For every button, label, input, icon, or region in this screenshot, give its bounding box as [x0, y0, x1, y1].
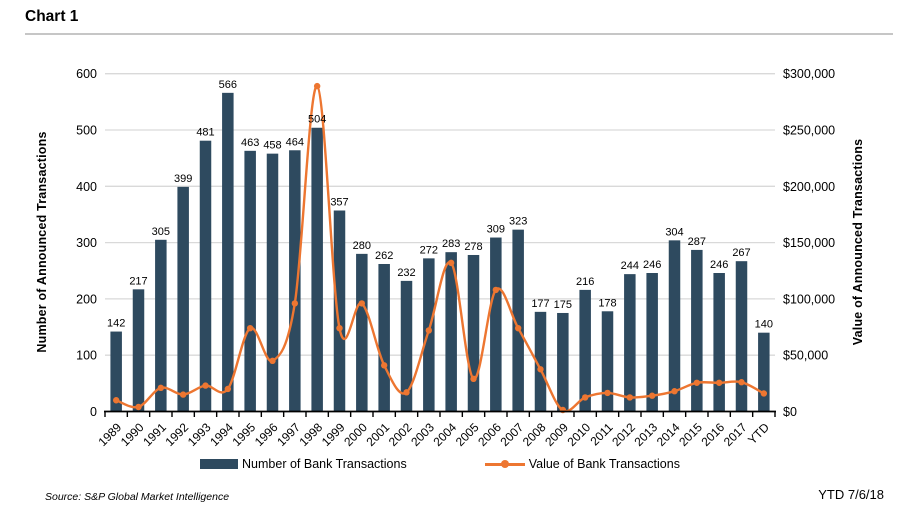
y-right-tick-label: $150,000 [783, 236, 836, 251]
value-marker-2013 [649, 393, 655, 399]
bar-label-2011: 178 [598, 297, 617, 310]
bar-1995 [244, 151, 256, 412]
value-marker-YTD [761, 390, 767, 396]
bar-1992 [177, 187, 189, 412]
left-axis-title: Number of Announced Transactions [35, 131, 49, 353]
legend-item-bars [200, 457, 407, 471]
bar-label-1992: 399 [173, 172, 193, 185]
x-label-2005: 2005 [452, 420, 482, 450]
value-marker-2002 [403, 389, 409, 395]
bar-label-2008: 177 [531, 297, 550, 310]
bar-label-1990: 217 [129, 275, 148, 288]
value-marker-1992 [180, 391, 186, 397]
value-marker-1989 [113, 397, 119, 403]
value-marker-2006 [493, 287, 499, 293]
x-label-1999: 1999 [318, 420, 348, 450]
bar-label-2015: 287 [687, 235, 707, 248]
bar-2017 [736, 261, 748, 411]
bar-2015 [691, 250, 703, 412]
value-marker-1996 [269, 358, 275, 364]
x-label-2006: 2006 [475, 420, 504, 450]
bar-label-2006: 309 [486, 223, 506, 236]
value-marker-1994 [225, 386, 231, 392]
value-marker-2014 [671, 388, 677, 394]
bar-YTD [758, 333, 770, 412]
y-right-tick-label: $0 [783, 405, 797, 419]
y-left-tick-label: 500 [76, 123, 97, 138]
x-label-2011: 2011 [587, 420, 616, 449]
bar-2012 [624, 274, 636, 411]
x-label-2008: 2008 [519, 420, 549, 450]
right-axis-title: Value of Announced Transactions [851, 138, 865, 346]
y-left-tick-label: 200 [76, 292, 97, 307]
bar-label-2001: 262 [374, 249, 394, 262]
legend-item-line [485, 457, 680, 471]
ytd-note: YTD 7/6/18 [818, 487, 884, 502]
x-label-1992: 1992 [162, 420, 192, 450]
bar-2006 [490, 238, 502, 412]
bar-label-1997: 464 [285, 136, 305, 149]
legend-label: Value of Bank Transactions [528, 457, 680, 471]
x-label-2004: 2004 [430, 420, 460, 450]
x-label-2000: 2000 [341, 420, 370, 450]
y-left-tick-label: 400 [76, 179, 97, 194]
y-right-tick-label: $50,000 [783, 348, 829, 363]
bar-label-1991: 305 [151, 225, 171, 238]
bar-label-2005: 278 [464, 240, 483, 253]
value-marker-1991 [158, 385, 164, 391]
y-left-tick-label: 0 [90, 405, 97, 419]
bar-2000 [356, 254, 368, 412]
bar-label-2017: 267 [732, 247, 751, 260]
value-marker-2000 [359, 300, 365, 306]
value-marker-2008 [537, 366, 543, 372]
bar-2013 [646, 273, 658, 411]
bar-label-YTD: 140 [754, 318, 774, 331]
x-label-2002: 2002 [385, 420, 415, 450]
bar-1998 [311, 128, 323, 412]
bar-label-2009: 175 [553, 298, 573, 311]
y-left-tick-label: 300 [76, 236, 97, 251]
bar-2014 [669, 240, 681, 411]
x-label-2017: 2017 [720, 420, 750, 450]
bar-2005 [468, 255, 480, 412]
bar-1996 [267, 154, 279, 412]
y-left-tick-label: 100 [76, 348, 97, 363]
bar-label-2014: 304 [665, 226, 684, 239]
bar-2016 [713, 273, 725, 411]
value-marker-1995 [247, 325, 253, 331]
source-note: Source: S&P Global Market Intelligence [45, 491, 230, 503]
bar-1999 [334, 211, 346, 412]
bar-label-1994: 566 [218, 78, 238, 91]
x-label-2016: 2016 [698, 420, 728, 450]
x-label-1994: 1994 [207, 420, 236, 450]
x-label-1995: 1995 [229, 420, 259, 450]
x-label-YTD: YTD [745, 420, 772, 448]
x-label-1990: 1990 [117, 420, 147, 450]
legend-label: Number of Bank Transactions [242, 457, 407, 471]
value-marker-2012 [627, 394, 633, 400]
bar-label-2013: 246 [642, 259, 662, 272]
x-label-2013: 2013 [631, 420, 661, 450]
value-marker-2010 [582, 394, 588, 400]
bar-label-2010: 216 [575, 275, 595, 288]
value-marker-1999 [336, 325, 342, 331]
x-label-1991: 1991 [140, 420, 169, 450]
bar-label-2016: 246 [709, 259, 729, 272]
page-title: Chart 1 [25, 8, 79, 25]
x-label-2015: 2015 [676, 420, 705, 450]
x-label-1998: 1998 [296, 420, 326, 450]
bar-1993 [200, 141, 212, 412]
bar-2009 [557, 313, 569, 412]
value-marker-1998 [314, 83, 320, 89]
value-marker-2001 [381, 362, 387, 368]
bar-1994 [222, 93, 234, 412]
x-label-2009: 2009 [542, 420, 571, 450]
bar-label-1998: 504 [307, 113, 327, 126]
bar-label-1993: 481 [196, 126, 215, 139]
y-right-tick-label: $250,000 [783, 123, 836, 138]
x-label-2007: 2007 [497, 420, 527, 450]
bar-label-1989: 142 [106, 317, 126, 330]
value-marker-1993 [202, 382, 208, 388]
x-label-2010: 2010 [564, 420, 594, 450]
x-label-1997: 1997 [274, 420, 303, 450]
bar-1997 [289, 150, 301, 411]
bar-label-2000: 280 [352, 239, 372, 252]
value-marker-2003 [426, 327, 432, 333]
value-marker-1997 [292, 300, 298, 306]
value-marker-2016 [716, 380, 722, 386]
bar-2003 [423, 258, 435, 411]
bar-label-1999: 357 [330, 196, 349, 209]
bar-swatch-icon [200, 459, 238, 469]
x-label-1989: 1989 [95, 420, 125, 450]
chart-legend [105, 457, 775, 471]
bar-label-2007: 323 [508, 215, 528, 228]
value-marker-2007 [515, 325, 521, 331]
y-right-tick-label: $300,000 [783, 67, 836, 82]
value-marker-2017 [738, 379, 744, 385]
x-label-1996: 1996 [251, 420, 281, 450]
bar-label-2012: 244 [620, 260, 640, 273]
value-marker-1990 [135, 404, 141, 410]
x-label-2014: 2014 [653, 420, 683, 450]
bar-label-1995: 463 [240, 136, 260, 149]
line-marker-swatch-icon [485, 459, 525, 469]
bar-label-2004: 283 [441, 238, 461, 251]
bar-label-1996: 458 [263, 139, 282, 152]
y-right-tick-label: $200,000 [783, 179, 836, 194]
x-label-2003: 2003 [408, 420, 437, 450]
bar-label-2002: 232 [397, 266, 416, 279]
bar-2001 [378, 264, 390, 412]
value-marker-2011 [604, 390, 610, 396]
x-label-2001: 2001 [363, 420, 393, 450]
y-right-tick-label: $100,000 [783, 292, 836, 307]
bar-1990 [133, 289, 145, 411]
x-label-1993: 1993 [184, 420, 214, 450]
x-label-2012: 2012 [609, 420, 638, 450]
y-left-tick-label: 600 [76, 67, 97, 82]
value-marker-2005 [470, 376, 476, 382]
bar-2011 [602, 311, 614, 411]
value-marker-2004 [448, 260, 454, 266]
bar-label-2003: 272 [419, 244, 439, 257]
value-marker-2015 [694, 380, 700, 386]
bar-2010 [579, 290, 591, 412]
